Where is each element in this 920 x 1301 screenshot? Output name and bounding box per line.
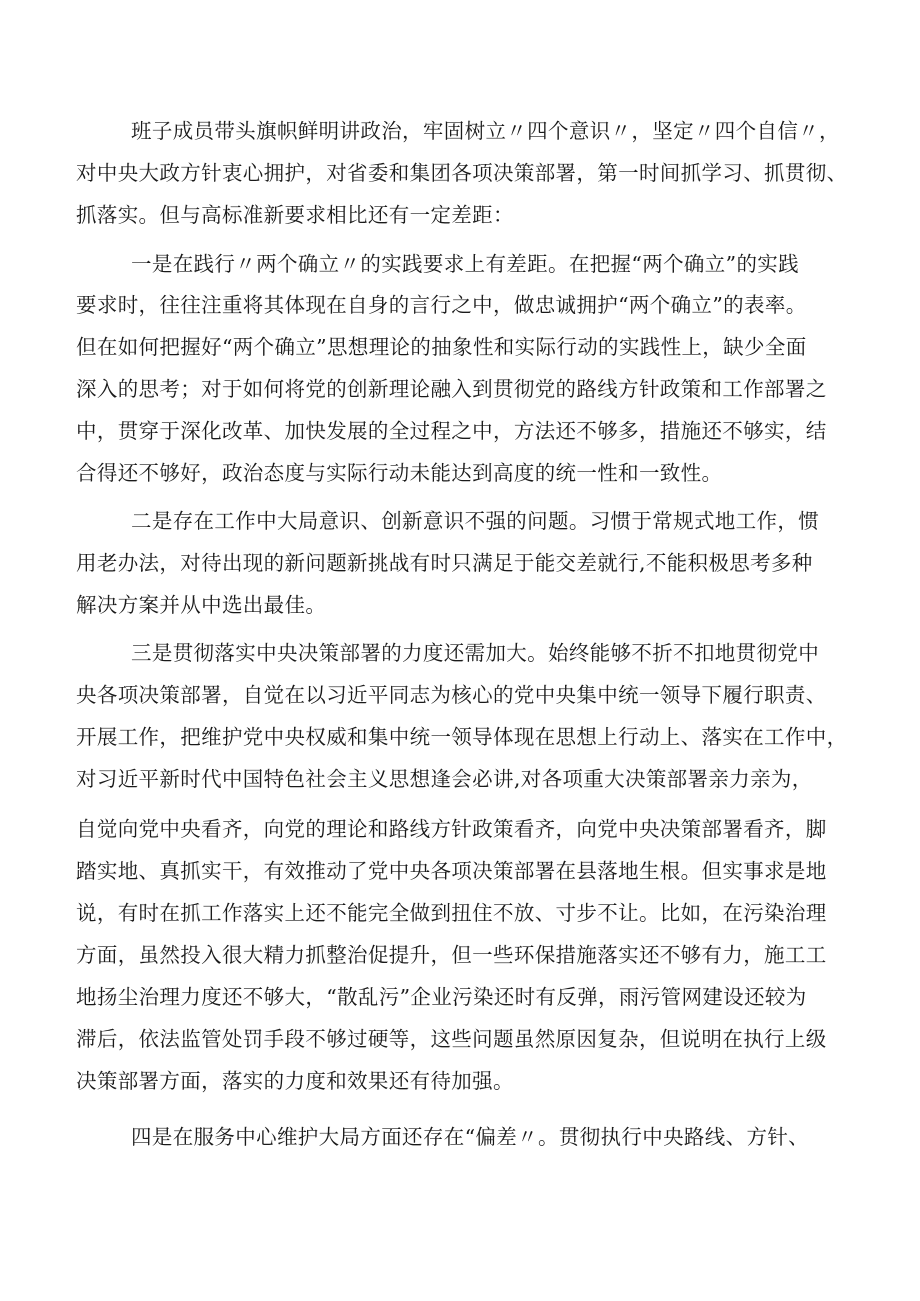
paragraph-1-line-3: 抓落实。但与高标准新要求相比还有一定差距： [76,203,514,227]
paragraph-1-line-2: 对中央大政方针衷心拥护，对省委和集团各项决策部署，第一时间抓学习、抓贯彻、 [76,161,848,185]
paragraph-4-line-1: 三是贯彻落实中央决策部署的力度还需加大。始终能够不折不扣地贯彻党中 [131,641,820,665]
paragraph-2-line-6: 合得还不够好，政治态度与实际行动未能达到高度的统一性和一致性。 [76,461,723,485]
paragraph-4-line-7: 说，有时在抓工作落实上还不能完全做到扭住不放、寸步不让。比如，在污染治理 [76,901,827,925]
paragraph-2-line-2: 要求时，往往注重将其体现在自身的言行之中，做忠诚拥护“两个确立”的表率。 [76,293,807,317]
paragraph-4-line-11: 决策部署方面，落实的力度和效果还有待加强。 [76,1069,514,1093]
paragraph-2-line-3: 但在如何把握好“两个确立”思想理论的抽象性和实际行动的实践性上，缺少全面 [76,335,807,359]
paragraph-4-line-5: 自觉向党中央看齐，向党的理论和路线方针政策看齐，向党中央决策部署看齐，脚 [76,817,827,841]
paragraph-3-line-3: 解决方案并从中选出最佳。 [76,593,327,617]
paragraph-2-line-4: 深入的思考；对于如何将党的创新理论融入到贯彻党的路线方针政策和工作部署之 [76,377,827,401]
paragraph-3-line-1: 二是存在工作中大局意识、创新意识不强的问题。习惯于常规式地工作，惯 [131,509,820,533]
paragraph-5-line-1: 四是在服务中心维护大局方面还存在“偏差〃。贯彻执行中央路线、方针、 [131,1125,810,1149]
paragraph-4-line-8: 方面，虽然投入很大精力抓整治促提升，但一些环保措施落实还不够有力，施工工 [76,943,827,967]
paragraph-4-line-3: 开展工作，把维护党中央权威和集中统一领导体现在思想上行动上、落实在工作中， [76,725,848,749]
paragraph-2-line-1: 一是在践行〃两个确立〃的实践要求上有差距。在把握“两个确立”的实践 [131,252,800,276]
paragraph-4-line-6: 踏实地、真抓实干，有效推动了党中央各项决策部署在县落地生根。但实事求是地 [76,859,827,883]
paragraph-4-line-4: 对习近平新时代中国特色社会主义思想逢会必讲,对各项重大决策部署亲力亲为， [76,767,813,791]
paragraph-3-line-2: 用老办法，对待出现的新问题新挑战有时只满足于能交差就行,不能积极思考多种 [76,551,813,575]
paragraph-4-line-10: 滞后，依法监管处罚手段不够过硬等，这些问题虽然原因复杂，但说明在执行上级 [76,1027,827,1051]
paragraph-4-line-9: 地扬尘治理力度还不够大，“散乱污”企业污染还时有反弹，雨污管网建设还较为 [76,985,807,1009]
paragraph-1-line-1: 班子成员带头旗帜鲜明讲政治，牢固树立〃四个意识〃，坚定〃四个自信〃， [131,119,840,143]
paragraph-4-line-2: 央各项决策部署，自觉在以习近平同志为核心的党中央集中统一领导下履行职责、 [76,683,827,707]
paragraph-2-line-5: 中，贯穿于深化改革、加快发展的全过程之中，方法还不够多，措施还不够实，结 [76,419,827,443]
